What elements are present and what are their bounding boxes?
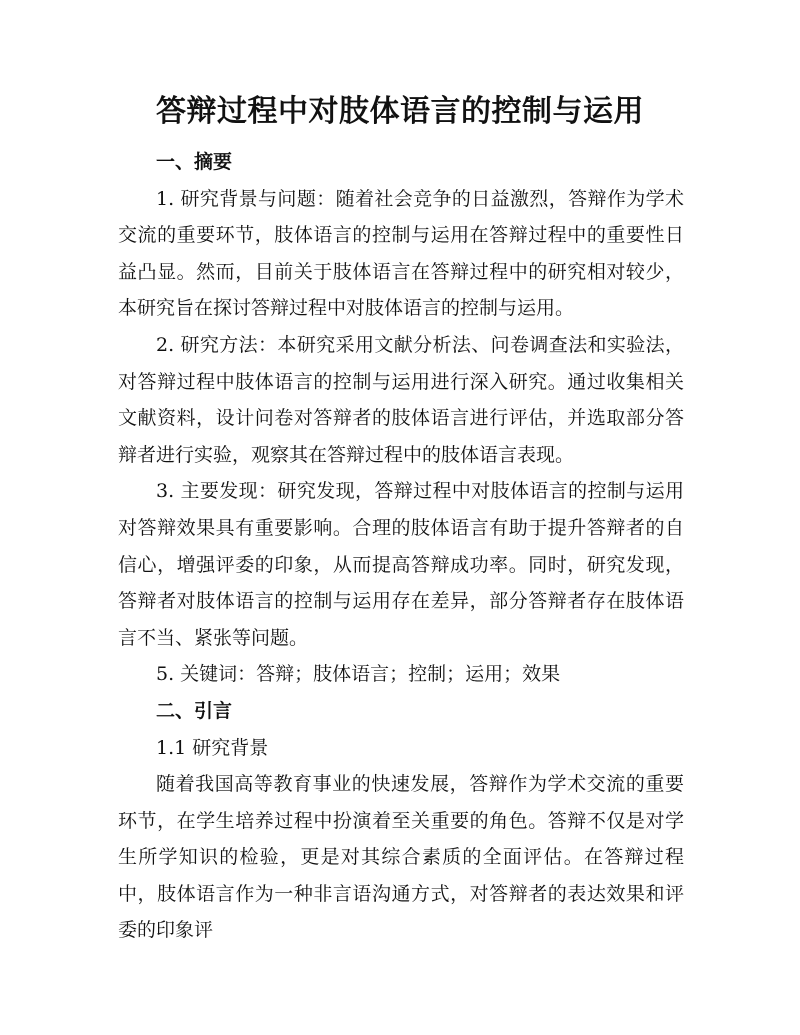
document-title: 答辩过程中对肢体语言的控制与运用 — [156, 94, 644, 129]
section-heading-abstract: 一、摘要 — [156, 151, 233, 173]
abstract-paragraph-findings: 3. 主要发现：研究发现，答辩过程中对肢体语言的控制与运用对答辩效果具有重要影响。合理的肢体语言有助于提升答辩者的自信心，增强评委的印象，从而提高答辩成功率。同时，研究发现，答辩者对肢体语言的控制与运用存在差异，部分答辩者存在肢体语言不当、紧张等问题。 — [118, 480, 684, 649]
abstract-paragraph-methods: 2. 研究方法：本研究采用文献分析法、问卷调查法和实验法，对答辩过程中肢体语言的控制与运用进行深入研究。通过收集相关文献资料，设计问卷对答辩者的肢体语言进行评估，并选取部分答辩者进行实验，观察其在答辩过程中的肢体语言表现。 — [118, 333, 684, 466]
subsection-heading-background: 1.1 研究背景 — [156, 736, 269, 759]
document-body — [118, 144, 684, 949]
section-heading-introduction: 二、引言 — [156, 699, 233, 722]
abstract-keywords: 5. 关键词：答辩；肢体语言；控制；运用；效果 — [156, 663, 561, 686]
abstract-paragraph-background: 1. 研究背景与问题：随着社会竞争的日益激烈，答辩作为学术交流的重要环节，肢体语言的控制与运用在答辩过程中的重要性日益凸显。然而，目前关于肢体语言在答辩过程中的研究相对较少，本研究旨在探讨答辩过程中对肢体语言的控制与运用。 — [118, 187, 684, 320]
intro-paragraph: 随着我国高等教育事业的快速发展，答辩作为学术交流的重要环节，在学生培养过程中扮演着至关重要的角色。答辩不仅是对学生所学知识的检验，更是对其综合素质的全面评估。在答辩过程中，肢体语言作为一种非言语沟通方式，对答辩者的表达效果和评委的印象评 — [118, 773, 684, 942]
